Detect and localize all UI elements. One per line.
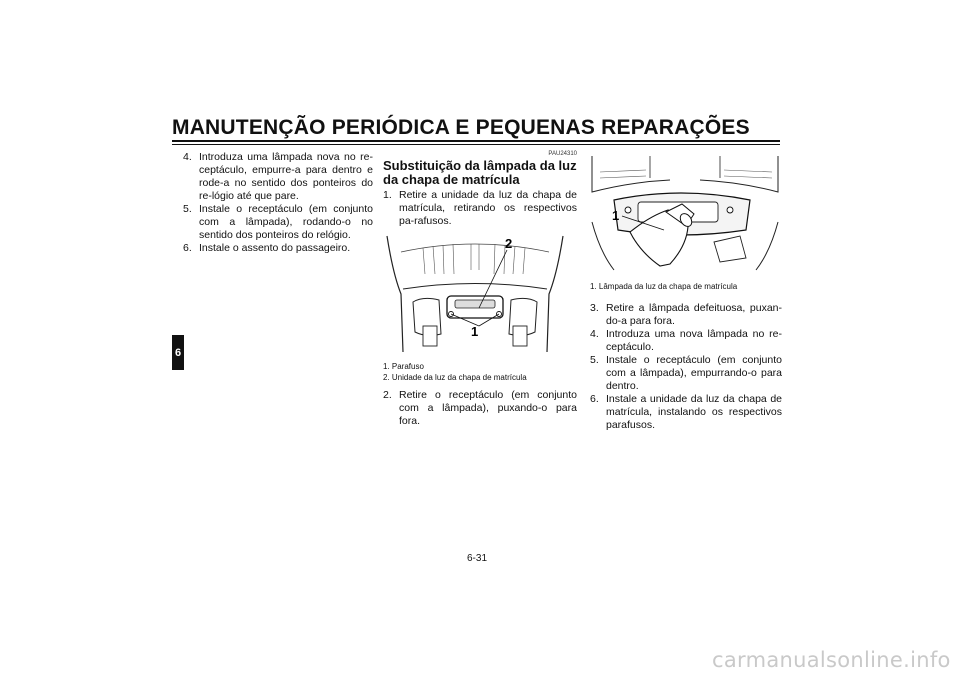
watermark: carmanualsonline.info (712, 648, 951, 672)
header-rule-thin (172, 144, 780, 145)
list-item: 1. Retire a unidade da luz da chapa de matrícula, retirando os respectivos pa-rafusos. (383, 189, 577, 227)
step-list (183, 151, 373, 255)
list-item: 4. Introduza uma lâmpada nova no re-ceptáculo, empurre-a para dentro e rode-a no sentido dos ponteiros do re-lógio até que pare. (183, 151, 373, 202)
bulb-illustration (590, 152, 780, 274)
header-rule (172, 140, 780, 142)
step-list (383, 189, 577, 228)
chapter-tab: 6 (172, 335, 184, 370)
page-title: MANUTENÇÃO PERIÓDICA E PEQUENAS REPARAÇÕES (172, 116, 750, 139)
license-light-figure (383, 234, 577, 358)
figure-caption: 1. Parafuso 2. Unidade da luz da chapa de matrícula (383, 362, 527, 382)
list-item: 5. Instale o receptáculo (em conjunto com a lâmpada), empurrando-o para dentro. (590, 354, 782, 392)
list-item: 4. Introduza uma nova lâmpada no re-ceptáculo. (590, 328, 782, 353)
list-item: 3. Retire a lâmpada defeituosa, puxan-do-a para fora. (590, 302, 782, 327)
list-item: 6. Instale o assento do passageiro. (183, 242, 351, 254)
step-list (383, 389, 577, 428)
step-list (590, 302, 782, 432)
list-item: 5. Instale o receptáculo (em conjunto com a lâmpada), rodando-o no sentido dos ponteiros do relógio. (183, 203, 373, 241)
column-left (183, 151, 373, 255)
column-middle (383, 150, 577, 428)
callout-1: 1 (471, 324, 479, 339)
list-item: 6. Instale a unidade da luz da chapa de matrícula, instalando os respectivos parafusos. (590, 393, 782, 431)
list-item: 2. Retire o receptáculo (em conjunto com a lâmpada), puxando-o para fora. (383, 389, 577, 427)
figure-caption: 1. Lâmpada da luz da chapa de matrícula (590, 282, 738, 291)
column-right (590, 152, 782, 432)
page-number: 6-31 (467, 553, 488, 564)
callout-2: 2 (505, 236, 513, 251)
section-title: Substituição da lâmpada da luz da chapa de matrícula (383, 158, 577, 187)
bulb-figure (590, 152, 782, 278)
callout-1: 1 (612, 208, 620, 223)
reference-code: PAU24310 (548, 151, 577, 157)
license-light-illustration (383, 234, 567, 354)
